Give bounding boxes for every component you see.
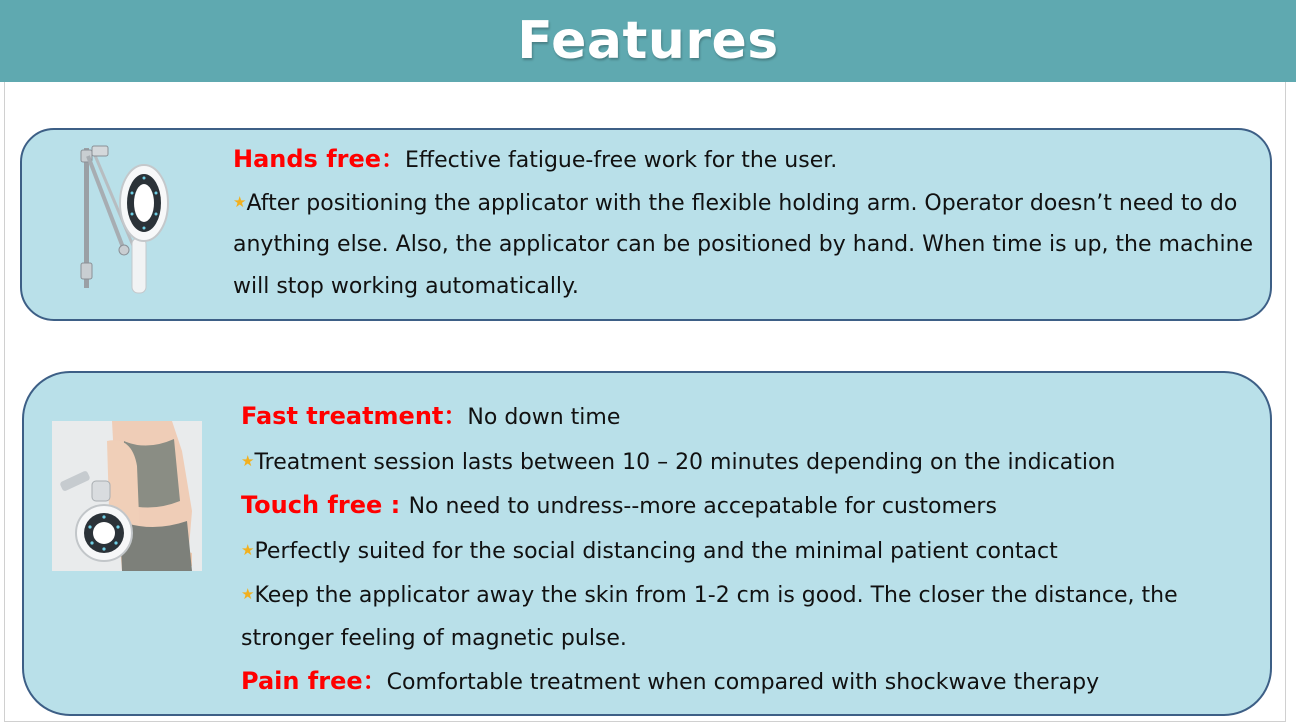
star-icon: ★ — [241, 451, 255, 470]
session-length-text: Treatment session lasts between 10 – 20 minutes depending on the indication — [254, 449, 1116, 475]
star-icon: ★ — [233, 192, 247, 211]
star-icon: ★ — [241, 540, 255, 559]
touch-free-line — [241, 484, 1251, 529]
hands-free-bullet-text: After positioning the applicator with the flexible holding arm. Operator doesn’t need to do anything else. Also, the applicator can be positioned by hand. When time is up, the machine will stop working automatically. — [233, 190, 1254, 299]
treatment-panel — [22, 371, 1272, 716]
star-icon: ★ — [241, 585, 255, 603]
hands-free-heading: Hands free： — [233, 145, 406, 173]
page-header — [0, 0, 1296, 82]
social-distancing-bullet — [241, 529, 1251, 574]
hands-free-intro: Effective fatigue-free work for the user. — [405, 148, 838, 173]
hands-free-line — [233, 139, 1263, 182]
fast-treatment-intro: No down time — [467, 405, 621, 430]
hands-free-panel — [20, 128, 1272, 321]
pain-free-heading: Pain free： — [241, 667, 387, 695]
patient-treatment-image — [52, 421, 202, 571]
touch-free-heading: Touch free : — [241, 491, 409, 519]
treatment-text — [241, 395, 1251, 705]
pain-free-line — [241, 660, 1251, 705]
applicator-distance-text: Keep the applicator away the skin from 1-2 cm is good. The closer the distance, the stronger feeling of magnetic pulse. — [241, 583, 1178, 651]
applicator-with-holding-arm-icon — [72, 138, 172, 308]
fast-treatment-line — [241, 395, 1251, 440]
fast-treatment-heading: Fast treatment： — [241, 402, 468, 430]
session-length-bullet — [241, 440, 1251, 485]
pain-free-intro: Comfortable treatment when compared with shockwave therapy — [386, 670, 1100, 695]
applicator-distance-bullet — [241, 573, 1251, 660]
applicator-arm-image — [72, 138, 172, 308]
social-distancing-text: Perfectly suited for the social distancing and the minimal patient contact — [254, 538, 1058, 564]
page-title: Features — [517, 11, 779, 71]
hands-free-text — [233, 139, 1263, 307]
patient-shoulder-treatment-icon — [52, 421, 202, 571]
touch-free-intro: No need to undress--more accepatable for customers — [408, 494, 997, 519]
hands-free-bullet — [233, 182, 1263, 308]
